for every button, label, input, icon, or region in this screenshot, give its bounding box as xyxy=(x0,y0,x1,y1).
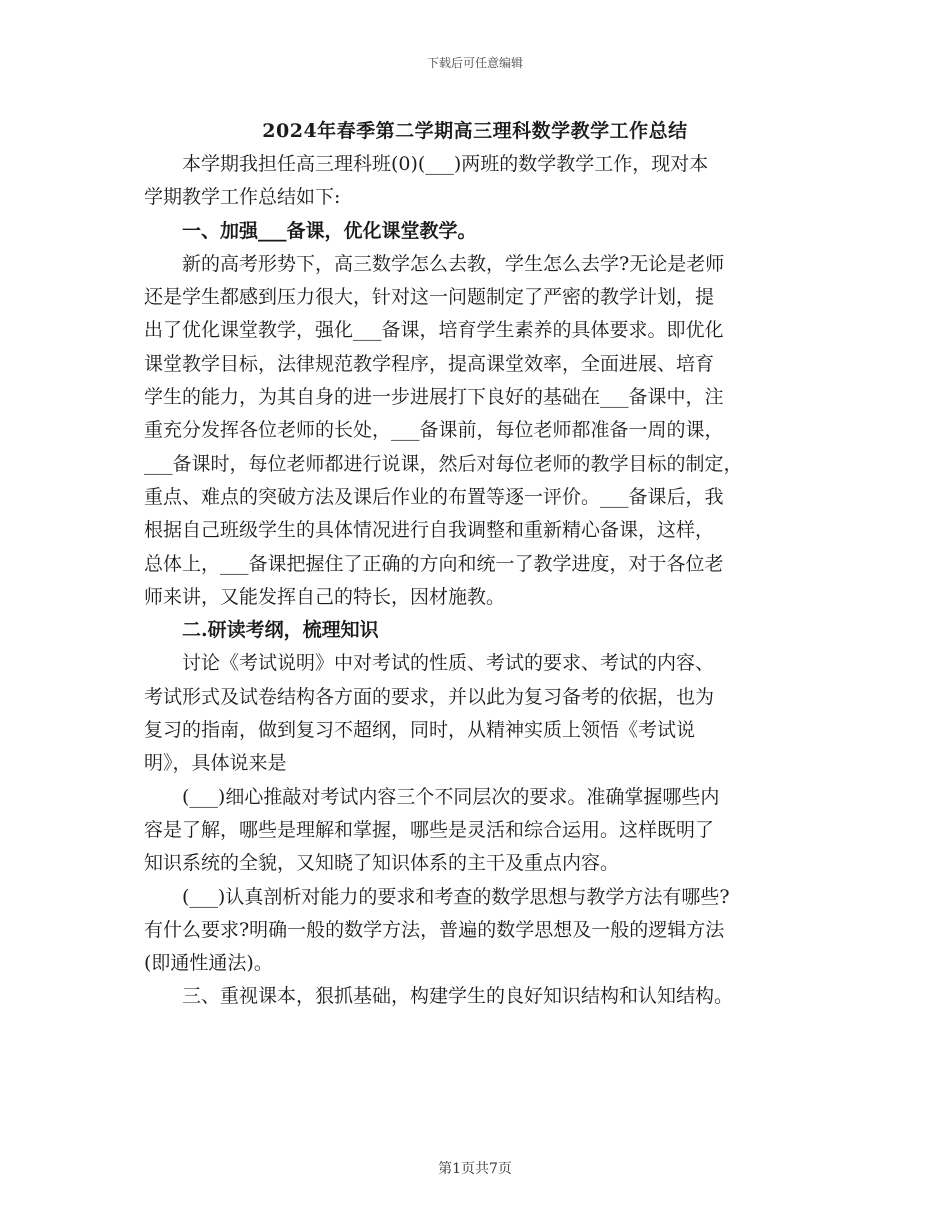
body-line: (___)细心推敲对考试内容三个不同层次的要求。准确掌握哪些内 xyxy=(182,785,720,808)
body-line: 重点、难点的突破方法及课后作业的布置等逐一评价。___备课后，我 xyxy=(144,485,724,508)
body-line: 学生的能力，为其自身的进一步进展打下良好的基础在___备课中，注 xyxy=(144,386,724,409)
body-line: 容是了解，哪些是理解和掌握，哪些是灵活和综合运用。这样既明了 xyxy=(144,818,715,841)
body-line: (___)认真剖析对能力的要求和考查的数学思想与教学方法有哪些? xyxy=(182,885,730,908)
body-line: 根据自己班级学生的具体情况进行自我调整和重新精心备课，这样， xyxy=(144,519,715,542)
body-line: 有什么要求?明确一般的数学方法，普遍的数学思想及一般的逻辑方法 xyxy=(144,918,725,941)
body-line: 三、重视课本，狠抓基础，构建学生的良好知识结构和认知结构。 xyxy=(182,985,734,1008)
page-footer: 第1页共7页 xyxy=(438,1161,512,1177)
document-title: 2024年春季第二学期高三理科数学教学工作总结 xyxy=(262,120,688,142)
body-line: 考试形式及试卷结构各方面的要求，并以此为复习备考的依据，也为 xyxy=(144,685,715,708)
body-line: 出了优化课堂教学，强化___备课，培育学生素养的具体要求。即优化 xyxy=(144,319,724,342)
section-heading: 一、加强___备课，优化课堂教学。 xyxy=(182,219,477,242)
body-line: (即通性通法)。 xyxy=(144,952,273,975)
document-body xyxy=(144,148,816,1014)
body-line: 课堂教学目标，法律规范教学程序，提高课堂效率，全面进展、培育 xyxy=(144,352,715,375)
section-heading: 二.研读考纲，梳理知识 xyxy=(182,619,379,642)
header-note: 下载后可任意编辑 xyxy=(426,56,523,70)
body-line: 知识系统的全貌，又知晓了知识体系的主干及重点内容。 xyxy=(144,852,620,875)
body-line: 复习的指南，做到复习不超纲，同时，从精神实质上领悟《考试说 xyxy=(144,719,696,742)
body-line: 新的高考形势下，高三数学怎么去教，学生怎么去学?无论是老师 xyxy=(182,252,725,275)
body-line: 还是学生都感到压力很大，针对这一问题制定了严密的教学计划，提 xyxy=(144,286,715,309)
body-line: 师来讲，又能发挥自己的特长，因材施教。 xyxy=(144,585,506,608)
body-line: 讨论《考试说明》中对考试的性质、考试的要求、考试的内容、 xyxy=(182,652,715,675)
body-line: 重充分发挥各位老师的长处，___备课前，每位老师都准备一周的课， xyxy=(144,419,724,442)
body-line: ___备课时，每位老师都进行说课，然后对每位老师的教学目标的制定， xyxy=(144,452,743,475)
body-line: 学期教学工作总结如下: xyxy=(144,186,341,209)
body-line: 总体上，___备课把握住了正确的方向和统一了教学进度，对于各位老 xyxy=(144,552,724,575)
body-line: 明》，具体说来是 xyxy=(144,752,287,775)
body-line: 本学期我担任高三理科班(0)(___)两班的数学教学工作，现对本 xyxy=(182,153,709,175)
